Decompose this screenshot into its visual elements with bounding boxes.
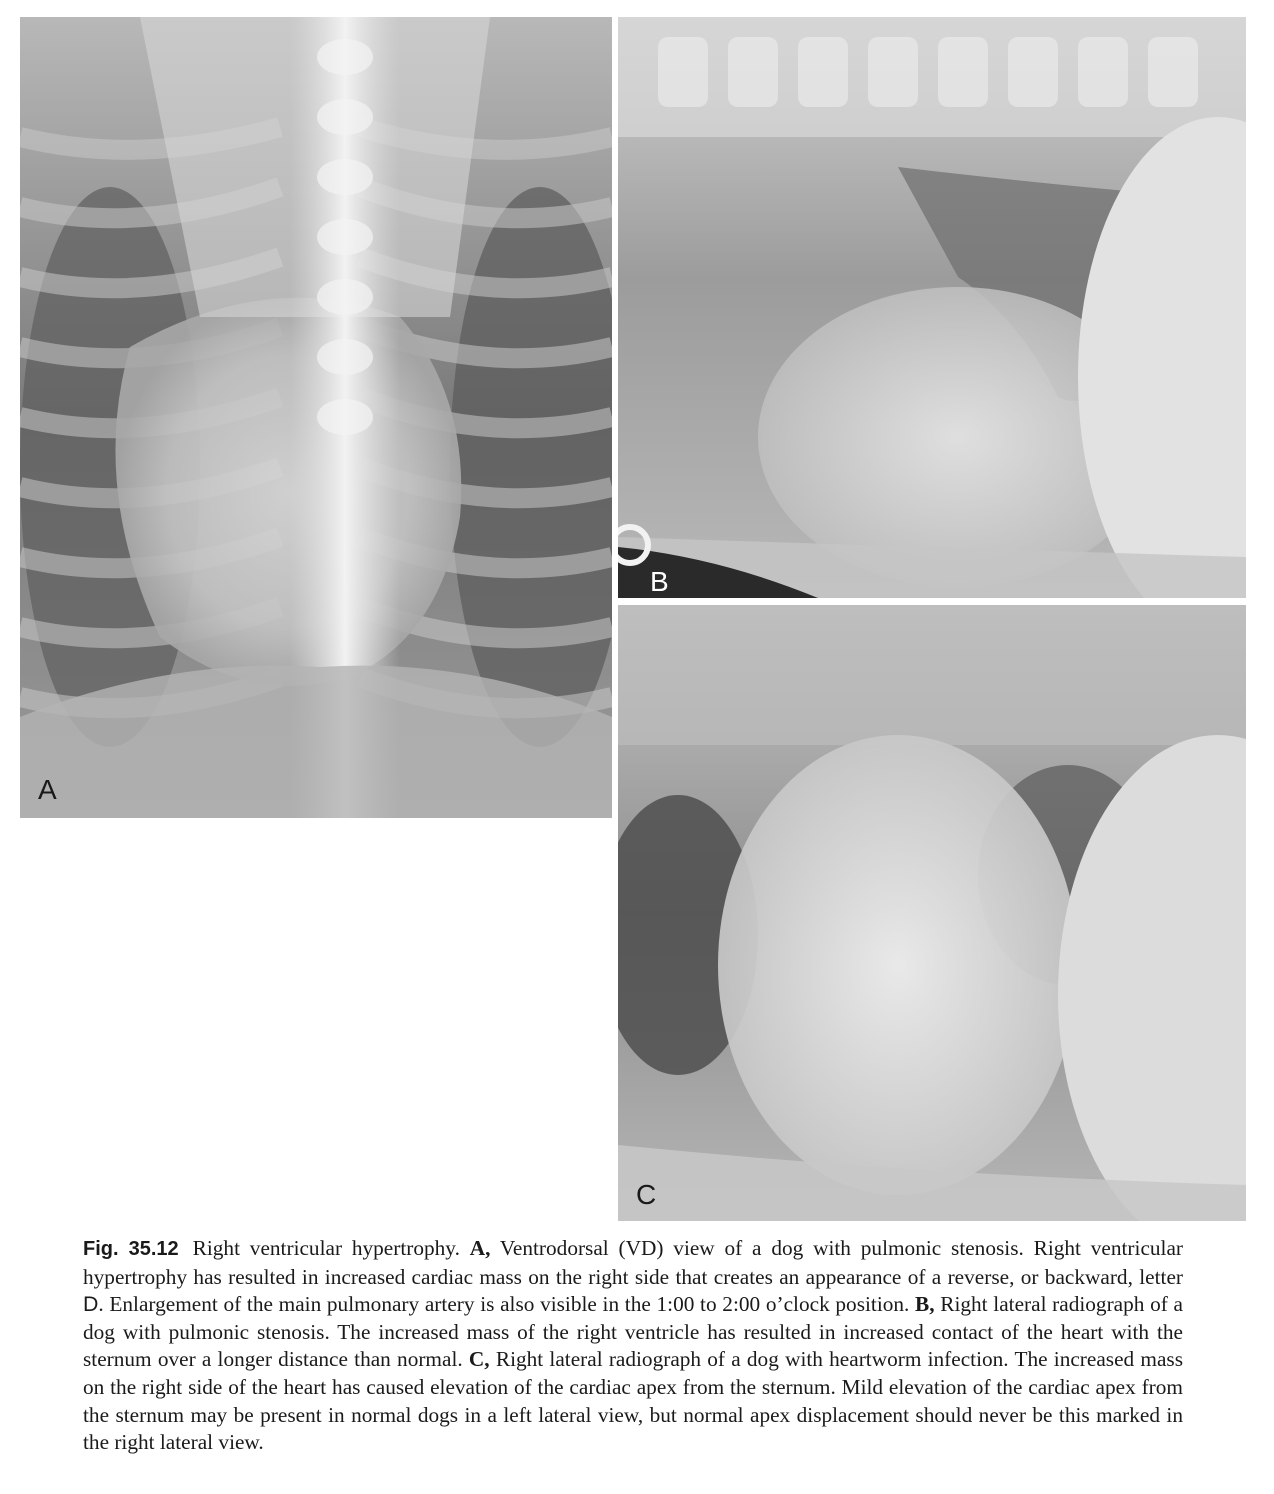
caption-a-text: Ventrodorsal (VD) view of a dog with pulmonic stenosis. Right ventricular hypertrophy has resulted in increased cardiac mass on the right side that creates an appearance of a reverse, or backward, letter bbox=[83, 1236, 1184, 1289]
figure-label: Fig. 35.12 bbox=[83, 1238, 179, 1260]
caption-title: Right ventricular hypertrophy. bbox=[192, 1236, 460, 1260]
caption-a-text-2: . Enlargement of the main pulmonary artery is also visible in the 1:00 to 2:00 o’clock position. bbox=[98, 1292, 910, 1317]
radiograph-c-image bbox=[618, 605, 1246, 1221]
caption-b-label: B, bbox=[915, 1292, 935, 1317]
caption-a-label: A, bbox=[469, 1236, 491, 1260]
panel-c-letter: C bbox=[636, 1179, 657, 1210]
panel-b-letter: B bbox=[650, 566, 669, 597]
radiograph-panel-c bbox=[618, 605, 1246, 1221]
radiograph-a-image bbox=[20, 17, 612, 818]
radiograph-panel-b bbox=[618, 17, 1246, 598]
caption-c-label: C, bbox=[468, 1347, 490, 1372]
radiograph-panel-a bbox=[20, 17, 612, 818]
panel-a-letter: A bbox=[38, 774, 57, 805]
caption-c-text: Right lateral radiograph of a dog with heartworm infection. The increased mass on the right side of the heart has caused elevation of the cardiac apex from the sternum. Mild elevation of the cardiac apex from the sternum may be present in normal dogs in a left lateral view, but normal apex displacement should never be this marked in the right lateral view. bbox=[83, 1347, 1183, 1455]
caption-b-text: Right lateral radiograph of a dog with pulmonic stenosis. The increased mass of the right ventricle has resulted in increased contact of the heart with the sternum over a longer distance than normal. bbox=[83, 1292, 1183, 1372]
caption-letter-d: D bbox=[83, 1292, 99, 1317]
radiograph-b-image bbox=[618, 17, 1246, 598]
figure-caption bbox=[83, 1235, 1183, 1457]
